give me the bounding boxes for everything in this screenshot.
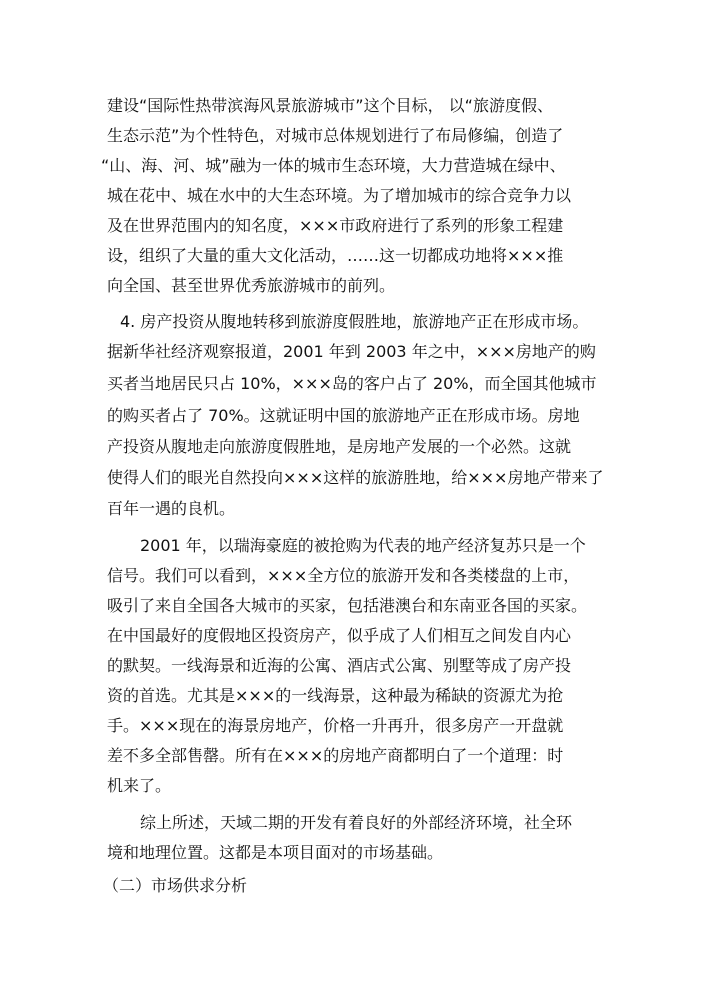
- text-line: 境和地理位置。这都是本项目面对的市场基础。: [107, 843, 444, 862]
- text-line: 百年一遇的良机。: [107, 499, 236, 518]
- text-line: 建设“国际性热带滨海风景旅游城市”这个目标， 以“旅游度假、: [107, 96, 553, 115]
- text-line: 向全国、甚至世界优秀旅游城市的前列。: [107, 276, 396, 295]
- text-line: 吸引了来自全国各大城市的买家，包括港澳台和东南亚各国的买家。: [107, 596, 588, 615]
- text-line: 2001 年，以瑞海豪庭的被抢购为代表的地产经济复苏只是一个: [140, 536, 586, 555]
- text-line: “山、海、河、城”融为一体的城市生态环境，大力营造城在绿中、: [101, 156, 566, 175]
- text-line: 综上所述，天域二期的开发有着良好的外部经济环境，社全环: [140, 813, 573, 832]
- text-line: 使得人们的眼光自然投向×××这样的旅游胜地，给×××房地产带来了: [107, 468, 604, 487]
- text-line: 据新华社经济观察报道，2001 年到 2003 年之中，×××房地产的购: [107, 342, 596, 361]
- text-line: 的默契。一线海景和近海的公寓、酒店式公寓、别墅等成了房产投: [107, 656, 572, 675]
- text-line: 在中国最好的度假地区投资房产，似乎成了人们相互之间发自内心: [107, 626, 572, 645]
- text-line: 生态示范”为个性特色，对城市总体规划进行了布局修编，创造了: [107, 126, 564, 145]
- text-line: 机来了。: [107, 776, 172, 795]
- text-line: 买者当地居民只占 10%，×××岛的客户占了 20%，而全国其他城市: [107, 374, 597, 393]
- text-line: 资的首选。尤其是×××的一线海景，这种最为稀缺的资源尤为抢: [107, 686, 564, 705]
- text-line: 差不多全部售罄。所有在×××的房地产商都明白了一个道理：时: [107, 746, 564, 765]
- text-line: 城在花中、城在水中的大生态环境。为了增加城市的综合竞争力以: [107, 186, 572, 205]
- subsection-heading: （二）市场供求分析: [103, 876, 248, 895]
- text-line: 的购买者占了 70%。这就证明中国的旅游地产正在形成市场。房地: [107, 406, 580, 425]
- text-line: 信号。我们可以看到，×××全方位的旅游开发和各类楼盘的上市，: [107, 566, 580, 585]
- text-line: 产投资从腹地走向旅游度假胜地，是房地产发展的一个必然。这就: [107, 437, 572, 456]
- text-line: 及在世界范围内的知名度，×××市政府进行了系列的形象工程建: [107, 216, 564, 235]
- text-line: 手。×××现在的海景房地产，价格一升再升，很多房产一开盘就: [107, 716, 564, 735]
- text-line: 设，组织了大量的重大文化活动，……这一切都成功地将×××推: [107, 246, 564, 265]
- section-heading: 4. 房产投资从腹地转移到旅游度假胜地，旅游地产正在形成市场。: [120, 312, 589, 331]
